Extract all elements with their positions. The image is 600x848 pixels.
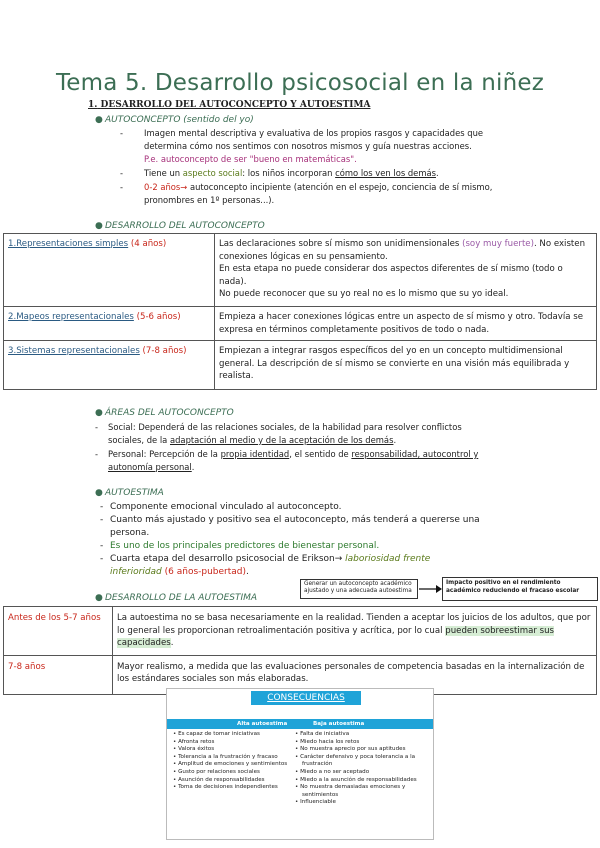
section-heading [88,100,370,110]
section-title: DESARROLLO DEL AUTOCONCEPTO Y AUTOESTIMA [100,100,371,110]
page-title: Tema 5. Desarrollo psicosocial en la niñez [55,70,545,96]
list-item: • Influenciable [295,799,336,806]
arrow-right-icon [419,584,443,594]
table-row: 1.Representaciones simples (4 años) Las declaraciones sobre sí mismo son unidimensionales (soy muy fuerte). No existen conexiones lógicas en su pensamiento. En esta etapa no puede considerar dos aspectos diferentes de sí mismo (todo o nada). No puede reconocer que su yo real no es lo mismo que su yo ideal. [4,234,597,307]
consecuencias-header: Alta autoestima Baja autoestima [167,719,433,729]
bullet-desarrollo-autoestima: ● DESARROLLO DE LA AUTOESTIMA [95,593,258,603]
desarrollo-table [3,233,597,390]
bullet-autoestima: ● AUTOESTIMA [95,488,164,498]
autoconcepto-item1: - Imagen mental descriptiva y evaluativa de los propios rasgos y capacidades que determina cómo nos sentimos con nosotros mismos y guía nuestras acciones. P.e. autoconcepto de ser "bueno en matemáticas". [120,128,484,164]
list-item: • Tolerancia a la frustración y fracaso [173,753,278,760]
areas-personal: - Personal: Percepción de la propia identidad, el sentido de responsabilidad, autocontrol y autonomía personal. [95,449,479,472]
baja-list [295,731,427,807]
section-number: 1. [88,100,98,110]
list-item: • No muestra demasiadas emociones y sentimientos [295,784,406,798]
autoestima-table [3,606,597,695]
consecuencias-figure [166,688,434,840]
list-item: • Falta de iniciativa [295,731,350,737]
note-box: Impacto positivo en el rendimiento académico reduciendo el fracaso escolar [442,577,598,601]
list-item: • Miedo hacia los retos [295,738,360,745]
bullet-areas: ● ÁREAS DEL AUTOCONCEPTO [95,408,234,418]
table-row: Antes de los 5-7 años La autoestima no se basa necesariamente en la realidad. Tienden a aceptar los juicios de los adultos, que por lo general les proporcionan retroalimentación positiva y acrítica, por lo cual pueden sobreestimar sus capacidades. [4,607,597,656]
list-item: • Miedo a la asunción de responsabilidades [295,776,417,783]
autoconcepto-item3: - 0-2 años→ autoconcepto incipiente (atención en el espejo, conciencia de sí mismo, pronombres en 1º personas...). [120,182,493,205]
table-row: 7-8 años Mayor realismo, a medida que las evaluaciones personales de competencia basadas en la internalización de los estándares sociales son más elaboradas. [4,655,597,694]
autoconcepto-item2: - Tiene un aspecto social: los niños incorporan cómo los ven los demás. [120,168,439,178]
list-item: • No muestra aprecio por sus aptitudes [295,746,406,753]
list-item: • Miedo a no ser aceptado [295,768,370,775]
areas-social: - Social: Dependerá de las relaciones sociales, de la habilidad para resolver conflictos sociales, de la adaptación al medio y de la aceptación de los demás. [95,422,462,445]
note-box: Generar un autoconcepto académico ajustado y una adecuada autoestima [300,579,418,599]
bullet-desarrollo-autoconcepto: ● DESARROLLO DEL AUTOCONCEPTO [95,221,265,231]
list-item: • Gusto por relaciones sociales [173,768,260,775]
list-item: • Toma de decisiones independientes [173,784,278,791]
list-item: • Afronta retos [173,738,215,745]
table-row: 3.Sistemas representacionales (7-8 años) Empiezan a integrar rasgos específicos del yo en un concepto multidimensional general. La descripción de sí mismo se convierte en una visión más equilibrada y realista. [4,341,597,390]
table-row: 2.Mapeos representacionales (5-6 años) Empieza a hacer conexiones lógicas entre un aspecto de sí mismo y otro. Todavía se expresa en términos completamente positivos de todo o nada. [4,307,597,341]
consecuencias-title: CONSECUENCIAS [251,691,361,705]
list-item: • Valora éxitos [173,746,215,753]
list-item: • Amplitud de emociones y sentimientos [173,761,288,768]
bullet-autoconcepto: ● AUTOCONCEPTO (sentido del yo) [95,115,254,125]
alta-list [173,731,291,792]
list-item: • Es capaz de tomar iniciativas [173,731,260,737]
list-item: • Asunción de responsabilidades [173,776,265,783]
autoestima-list: - Componente emocional vinculado al autoconcepto. - Cuanto más ajustado y positivo sea el autoconcepto, más tenderá a quererse una persona. - Es uno de los principales predictores de bienestar personal. - Cuarta etapa del desarrollo psicosocial de Erikson→ laboriosidad frente inferioridad (6 años-pubertad). [100,502,480,577]
list-item: • Carácter defensivo y poca tolerancia a la frustración [295,753,416,768]
